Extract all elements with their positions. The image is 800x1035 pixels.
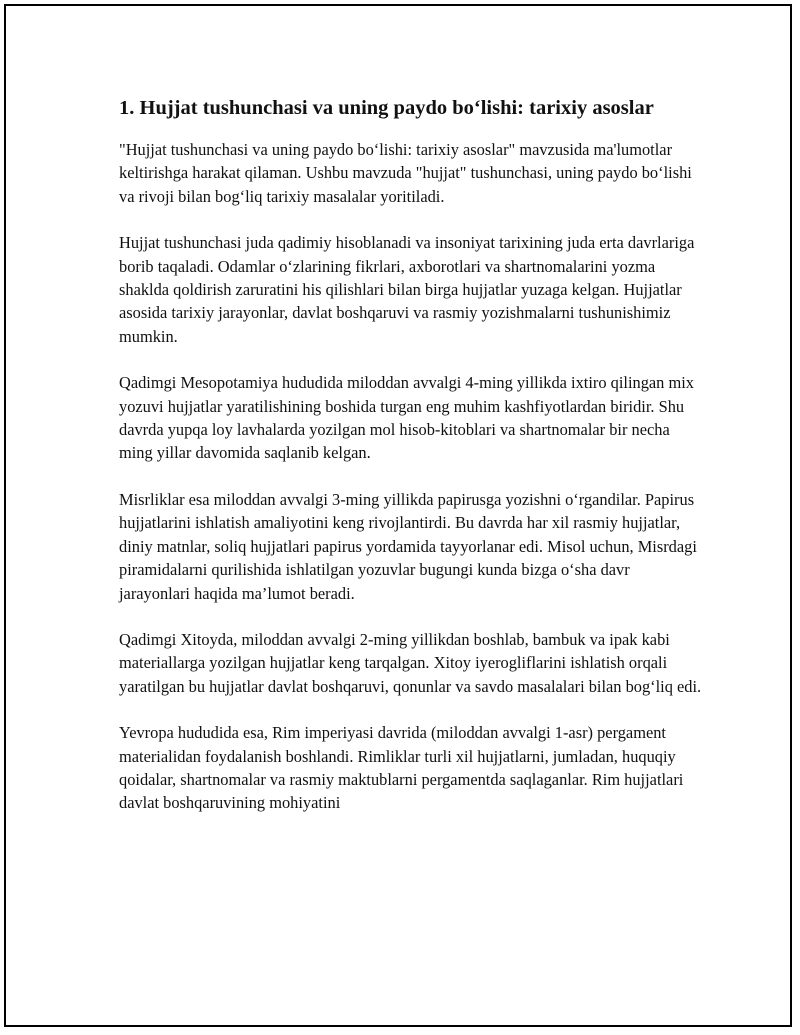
paragraph-6: Yevropa hududida esa, Rim imperiyasi davrida (miloddan avvalgi 1-asr) pergament materialidan foydalanish boshlandi. Rimliklar turli xil hujjatlarni, jumladan, huquqiy qoidalar, shartnomalar va rasmiy maktublarni pergamentda saqlaganlar. Rim hujjatlari davlat boshqaruvining mohiyatini — [119, 723, 684, 813]
paragraph-2: Hujjat tushunchasi juda qadimiy hisoblanadi va insoniyat tarixining juda erta davrlariga borib taqaladi. Odamlar o‘zlarining fikrlari, axborotlari va shartnomalarini yozma shaklda qoldirish zaruratini his qilishlari bilan birga hujjatlar yuzaga kelgan. Hujjatlar asosida tarixiy jarayonlar, davlat boshqaruvi va rasmiy yozishmalarni tushunishimiz mumkin. — [119, 233, 695, 346]
paragraph-3: Qadimgi Mesopotamiya hududida miloddan avvalgi 4-ming yillikda ixtiro qilingan mix yozuvi hujjatlar yaratilishining boshida turgan eng muhim kashfiyotlardan biridir. Shu davrda yupqa loy lavhalarda yozilgan mol hisob-kitoblari va shartnomalar bir necha ming yillar davomida saqlanib kelgan. — [119, 373, 694, 463]
document-body — [119, 94, 704, 838]
page-frame — [4, 4, 792, 1027]
paragraph-4: Misrliklar esa miloddan avvalgi 3-ming yillikda papirusga yozishni o‘rgandilar. Papirus hujjatlarini ishlatish amaliyotini keng rivojlantirdi. Bu davrda har xil rasmiy hujjatlar, diniy matnlar, soliq hujjatlari papirus yordamida tayyorlanar edi. Misol uchun, Misrdagi piramidalarni qurilishida ishlatilgan yozuvlar bugungi kunda bizga o‘sha davr jarayonlari haqida ma’lumot beradi. — [119, 489, 697, 603]
paragraph-1: "Hujjat tushunchasi va uning paydo bo‘lishi: tarixiy asoslar" mavzusida ma'lumotlar keltirishga harakat qilaman. Ushbu mavzuda "hujjat" tushunchasi, uning paydo bo‘lishi va rivoji bilan bog‘liq tarixiy masalalar yoritiladi. — [119, 140, 692, 206]
document-title: 1. Hujjat tushunchasi va uning paydo bo‘lishi: tarixiy asoslar — [119, 97, 654, 119]
paragraph-5: Qadimgi Xitoyda, miloddan avvalgi 2-ming yillikdan boshlab, bambuk va ipak kabi materiallarga yozilgan hujjatlar keng tarqalgan. Xitoy iyerogliflarini ishlatish orqali yaratilgan bu hujjatlar davlat boshqaruvi, qonunlar va savdo masalalari bilan bog‘liq edi. — [119, 629, 702, 696]
